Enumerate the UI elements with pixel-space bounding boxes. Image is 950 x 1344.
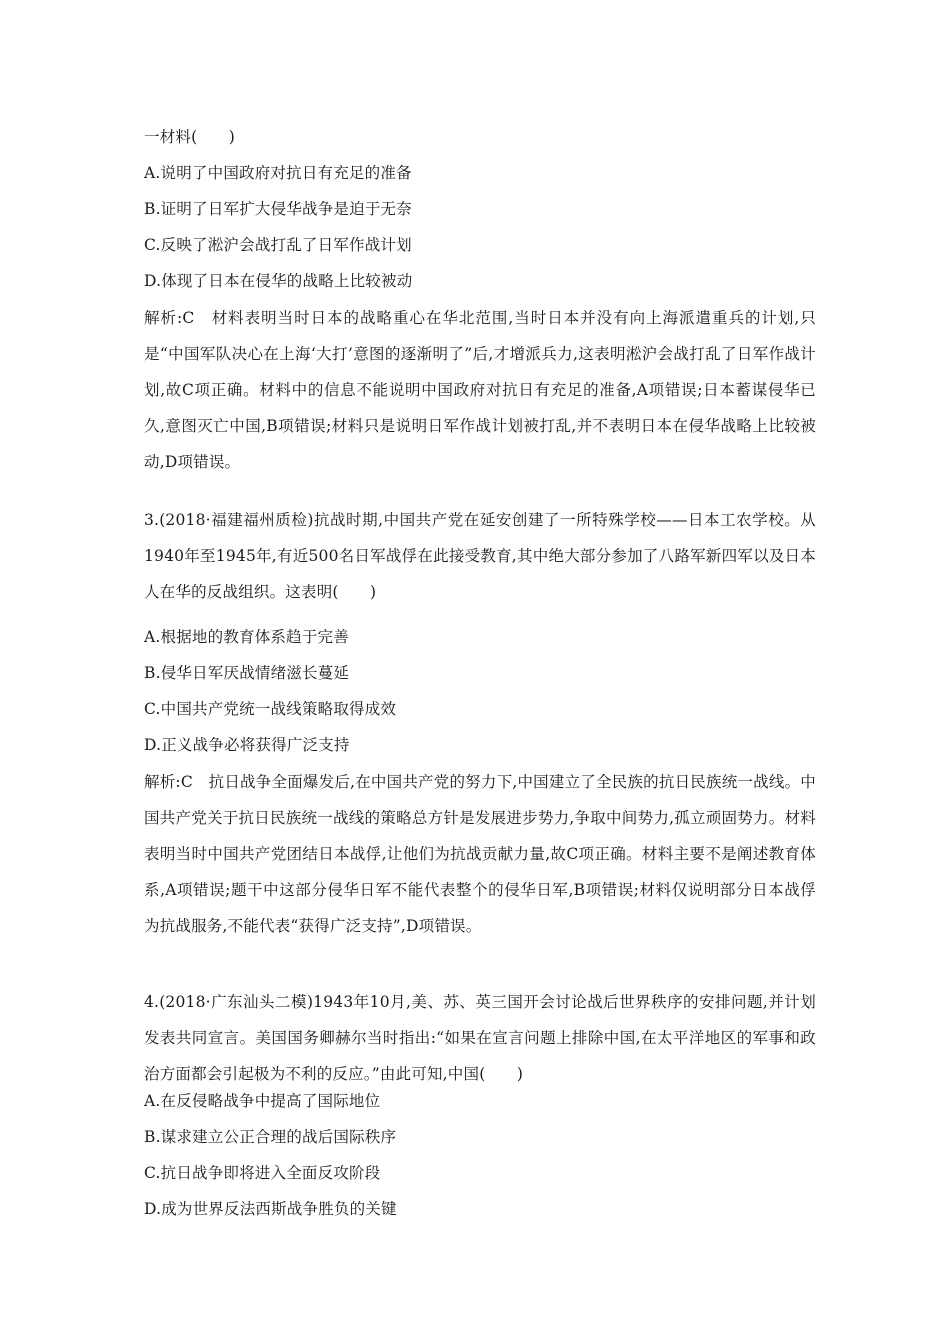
q3-stem: 3.(2018·福建福州质检)抗战时期,中国共产党在延安创建了一所特殊学校——日本工农学校。从1940年至1945年,有近500名日军战俘在此接受教育,其中绝大部分参加了八路军新四军以及日本人在华的反战组织。这表明( ) (144, 511, 816, 601)
q4-option-d: D.成为世界反法西斯战争胜负的关键 (144, 1200, 397, 1218)
q4-option-a: A.在反侵略战争中提高了国际地位 (144, 1092, 381, 1110)
q3-option-c: C.中国共产党统一战线策略取得成效 (144, 700, 397, 718)
q2-stem-end: 一材料( ) (144, 128, 235, 146)
q4-stem: 4.(2018·广东汕头二模)1943年10月,美、苏、英三国开会讨论战后世界秩序的安排问题,并计划发表共同宣言。美国国务卿赫尔当时指出:“如果在宣言问题上排除中国,在太平洋地区的军事和政治方面都会引起极为不利的反应。”由此可知,中国( ) (144, 993, 816, 1083)
q2-option-a: A.说明了中国政府对抗日有充足的准备 (144, 164, 412, 182)
q2-option-b: B.证明了日军扩大侵华战争是迫于无奈 (144, 200, 412, 218)
q2-analysis: 解析:C 材料表明当时日本的战略重心在华北范围,当时日本并没有向上海派遣重兵的计划,只是“中国军队决心在上海‘大打’意图的逐渐明了”后,才增派兵力,这表明淞沪会战打乱了日军作战计划,故C项正确。材料中的信息不能说明中国政府对抗日有充足的准备,A项错误;日本蓄谋侵华已久,意图灭亡中国,B项错误;材料只是说明日军作战计划被打乱,并不表明日本在侵华战略上比较被动,D项错误。 (144, 309, 816, 471)
q2-option-d: D.体现了日本在侵华的战略上比较被动 (144, 272, 413, 290)
q4-option-b: B.谋求建立公正合理的战后国际秩序 (144, 1128, 397, 1146)
q3-option-b: B.侵华日军厌战情绪滋长蔓延 (144, 664, 350, 682)
q2-option-c: C.反映了淞沪会战打乱了日军作战计划 (144, 236, 412, 254)
q3-option-d: D.正义战争必将获得广泛支持 (144, 736, 350, 754)
q4-option-c: C.抗日战争即将进入全面反攻阶段 (144, 1164, 381, 1182)
q3-analysis: 解析:C 抗日战争全面爆发后,在中国共产党的努力下,中国建立了全民族的抗日民族统一战线。中国共产党关于抗日民族统一战线的策略总方针是发展进步势力,争取中间势力,孤立顽固势力。材料表明当时中国共产党团结日本战俘,让他们为抗战贡献力量,故C项正确。材料主要不是阐述教育体系,A项错误;题干中这部分侵华日军不能代表整个的侵华日军,B项错误;材料仅说明部分日本战俘为抗战服务,不能代表“获得广泛支持”,D项错误。 (144, 773, 816, 935)
q3-option-a: A.根据地的教育体系趋于完善 (144, 628, 349, 646)
